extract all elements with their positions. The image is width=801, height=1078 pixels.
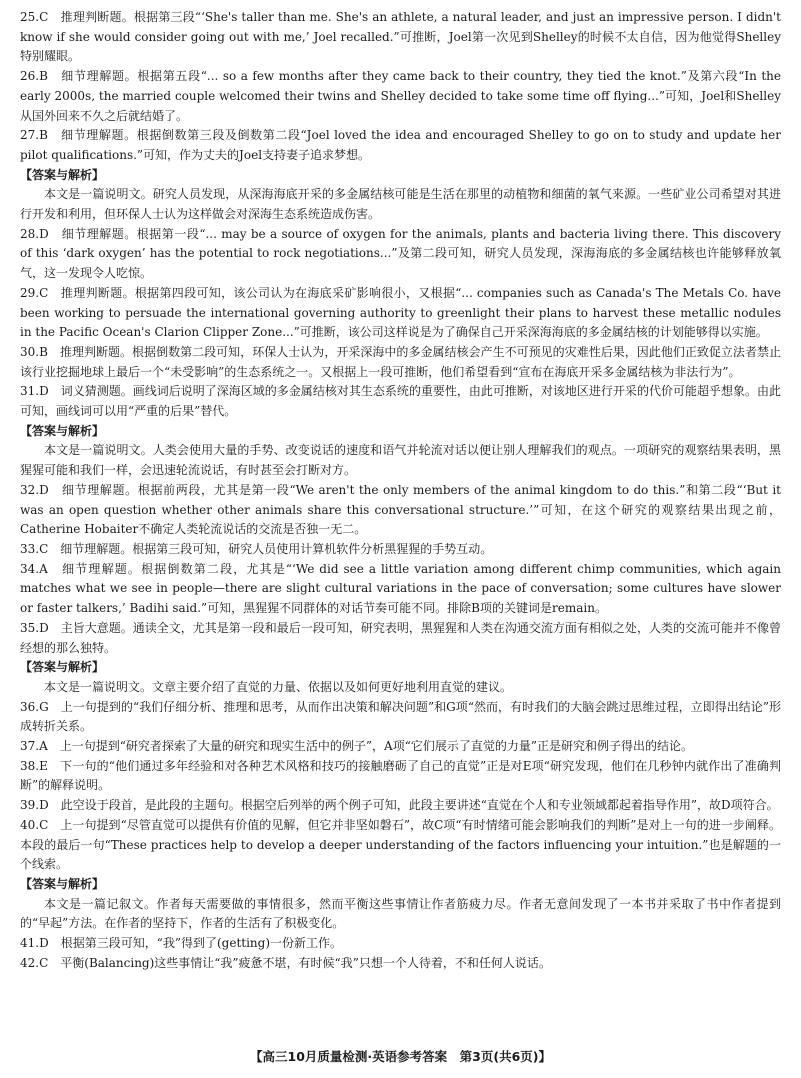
answer-item-31: 31.D 词义猜测题。画线词后说明了深海区域的多金属结核对其生态系统的重要性，由此可推断，对该地区进行开采的代价可能超乎想象。由此可知，画线词可以用“严重的后果”替代。 — [20, 384, 781, 419]
section-summary: 本文是一篇说明文。文章主要介绍了直觉的力量、依据以及如何更好地利用直觉的建议。 — [44, 679, 513, 694]
section-heading: 【答案与解析】 — [20, 876, 105, 891]
answer-item-26: 26.B 细节理解题。根据第五段“... so a few months after they came back to their country, they tied the knot.”及第六段“In the early 2000s, the married couple welcomed their twins and Shelley decided to take some time off flying...”可知，Joel和Shelley从国外回来不久之后就结婚了。 — [20, 69, 781, 123]
answer-item-33: 33.C 细节理解题。根据第三段可知，研究人员使用计算机软件分析黑猩猩的手势互动。 — [20, 541, 493, 556]
answer-item-35: 35.D 主旨大意题。通读全文，尤其是第一段和最后一段可知，研究表明，黑猩猩和人类在沟通交流方面有相似之处，人类的交流可能并不像曾经想的那么独特。 — [20, 620, 781, 655]
answer-item-27: 27.B 细节理解题。根据倒数第三段及倒数第二段“Joel loved the idea and encouraged Shelley to go on to study and update her pilot qualifications.”可知，作为丈夫的Joel支持妻子追求梦想。 — [20, 128, 781, 162]
answer-item-39: 39.D 此空设于段首，是此段的主题句。根据空后列举的两个例子可知，此段主要讲述“直觉在个人和专业领域都起着指导作用”，故D项符合。 — [20, 798, 779, 813]
page-footer: 【高三10月质量检测·英语参考答案 第3页(共6页)】 — [250, 1049, 551, 1064]
section-heading: 【答案与解析】 — [20, 660, 105, 675]
answer-item-25: 25.C 推理判断题。根据第三段“‘She's taller than me. She's an athlete, a natural leader, and just an impressive person. I didn't know if she would consider going out with me,’ Joel recalled.”可推断，Joel第一次见到Shelley的时候不太自信，因为他觉得Shelley特别耀眼。 — [20, 10, 781, 64]
answer-item-38: 38.E 下一句的“他们通过多年经验和对各种艺术风格和技巧的接触磨砺了自己的直觉”正是对E项“研究发现，他们在几秒钟内就作出了准确判断”的解释说明。 — [20, 758, 781, 793]
answer-item-41: 41.D 根据第三段可知，“我”得到了(getting)一份新工作。 — [20, 936, 343, 951]
answer-group-passage-1 — [20, 8, 781, 166]
answer-item-37: 37.A 上一句提到“研究者探索了大量的研究和现实生活中的例子”，A项“它们展示了直觉的力量”正是研究和例子得出的结论。 — [20, 739, 693, 754]
answer-item-34: 34.A 细节理解题。根据倒数第二段，尤其是“‘We did see a little variation among different chimp communities, which again matches what we see in people—there are slight cultural variations in the pace of conversation; some cultures have slower or faster talkers,’ Badihi said.”可知，黑猩猩不同群体的对话节奏可能不同。排除B项的关键词是remain。 — [20, 561, 781, 616]
section-summary: 本文是一篇说明文。研究人员发现，从深海海底开采的多金属结核可能是生活在那里的动植物和细菌的氧气来源。一些矿业公司希望对其进行开发和利用，但环保人士认为这样做会对深海生态系统造成伤害。 — [20, 187, 781, 222]
section-heading: 【答案与解析】 — [20, 423, 105, 438]
answer-item-29: 29.C 推理判断题。根据第四段可知，该公司认为在海底采矿影响很小，又根据“... companies such as Canada's The Metals Co. have been working to persuade the international governing authority to greenlight their plans to harvest these metallic nodules in the Pacific Ocean's Clarion Clipper Zone...”可推断，该公司这样说是为了确保自己开采深海海底的多金属结核的计划能够得以实施。 — [20, 285, 781, 340]
answer-group-passage-5 — [20, 934, 781, 973]
section-summary: 本文是一篇记叙文。作者每天需要做的事情很多，然而平衡这些事情让作者筋疲力尽。作者无意间发现了一本书并采取了书中作者提到的“早起”方法。在作者的坚持下，作者的生活有了积极变化。 — [20, 896, 781, 931]
section-summary: 本文是一篇说明文。人类会使用大量的手势、改变说话的速度和语气并轮流对话以便让别人理解我们的观点。一项研究的观察结果表明，黑猩猩可能和我们一样，会迅速轮流说话，有时甚至会打断对方。 — [20, 443, 781, 478]
answer-group-passage-3 — [20, 481, 781, 658]
section-heading: 【答案与解析】 — [20, 167, 105, 182]
answer-item-36: 36.G 上一句提到的“我们仔细分析、推理和思考，从而作出决策和解决问题”和G项“然而，有时我们的大脑会跳过思维过程，立即得出结论”形成转折关系。 — [20, 699, 781, 734]
answer-item-42: 42.C 平衡(Balancing)这些事情让“我”疲惫不堪，有时候“我”只想一个人待着，不和任何人说话。 — [20, 955, 551, 970]
answer-group-passage-4 — [20, 698, 781, 875]
answer-item-40: 40.C 上一句提到“尽管直觉可以提供有价值的见解，但它并非坚如磐石”，故C项“有时情绪可能会影响我们的判断”是对上一句的进一步阐释。本段的最后一句“These practices help to develop a deeper understanding of the factors influencing your intuition.”也是解题的一个线索。 — [20, 817, 781, 872]
answer-group-passage-2 — [20, 225, 781, 422]
answer-item-30: 30.B 推理判断题。根据倒数第二段可知，环保人士认为，开采深海中的多金属结核会产生不可预见的灾难性后果，因此他们正致促立法者禁止该行业挖掘地球上最后一个“未受影响”的生态系统之一。又根据上一段可推断，他们希望看到“宣布在海底开采多金属结核为非法行为”。 — [20, 344, 781, 379]
answer-item-32: 32.D 细节理解题。根据前两段，尤其是第一段“We aren't the only members of the animal kingdom to do this.”和第二段“‘But it was an open question whether other animals share this conversational structure.’”可知，在这个研究的观察结果出现之前，Catherine Hobaiter不确定人类轮流说话的交流是否独一无二。 — [20, 482, 781, 537]
answer-item-28: 28.D 细节理解题。根据第一段“... may be a source of oxygen for the animals, plants and bacteria living there. This discovery of this ‘dark oxygen’ has the potential to rock negotiations...”及第二段可知，研究人员发现，深海海底的多金属结核也许能够释放氧气，这一发现令人吃惊。 — [20, 226, 781, 281]
